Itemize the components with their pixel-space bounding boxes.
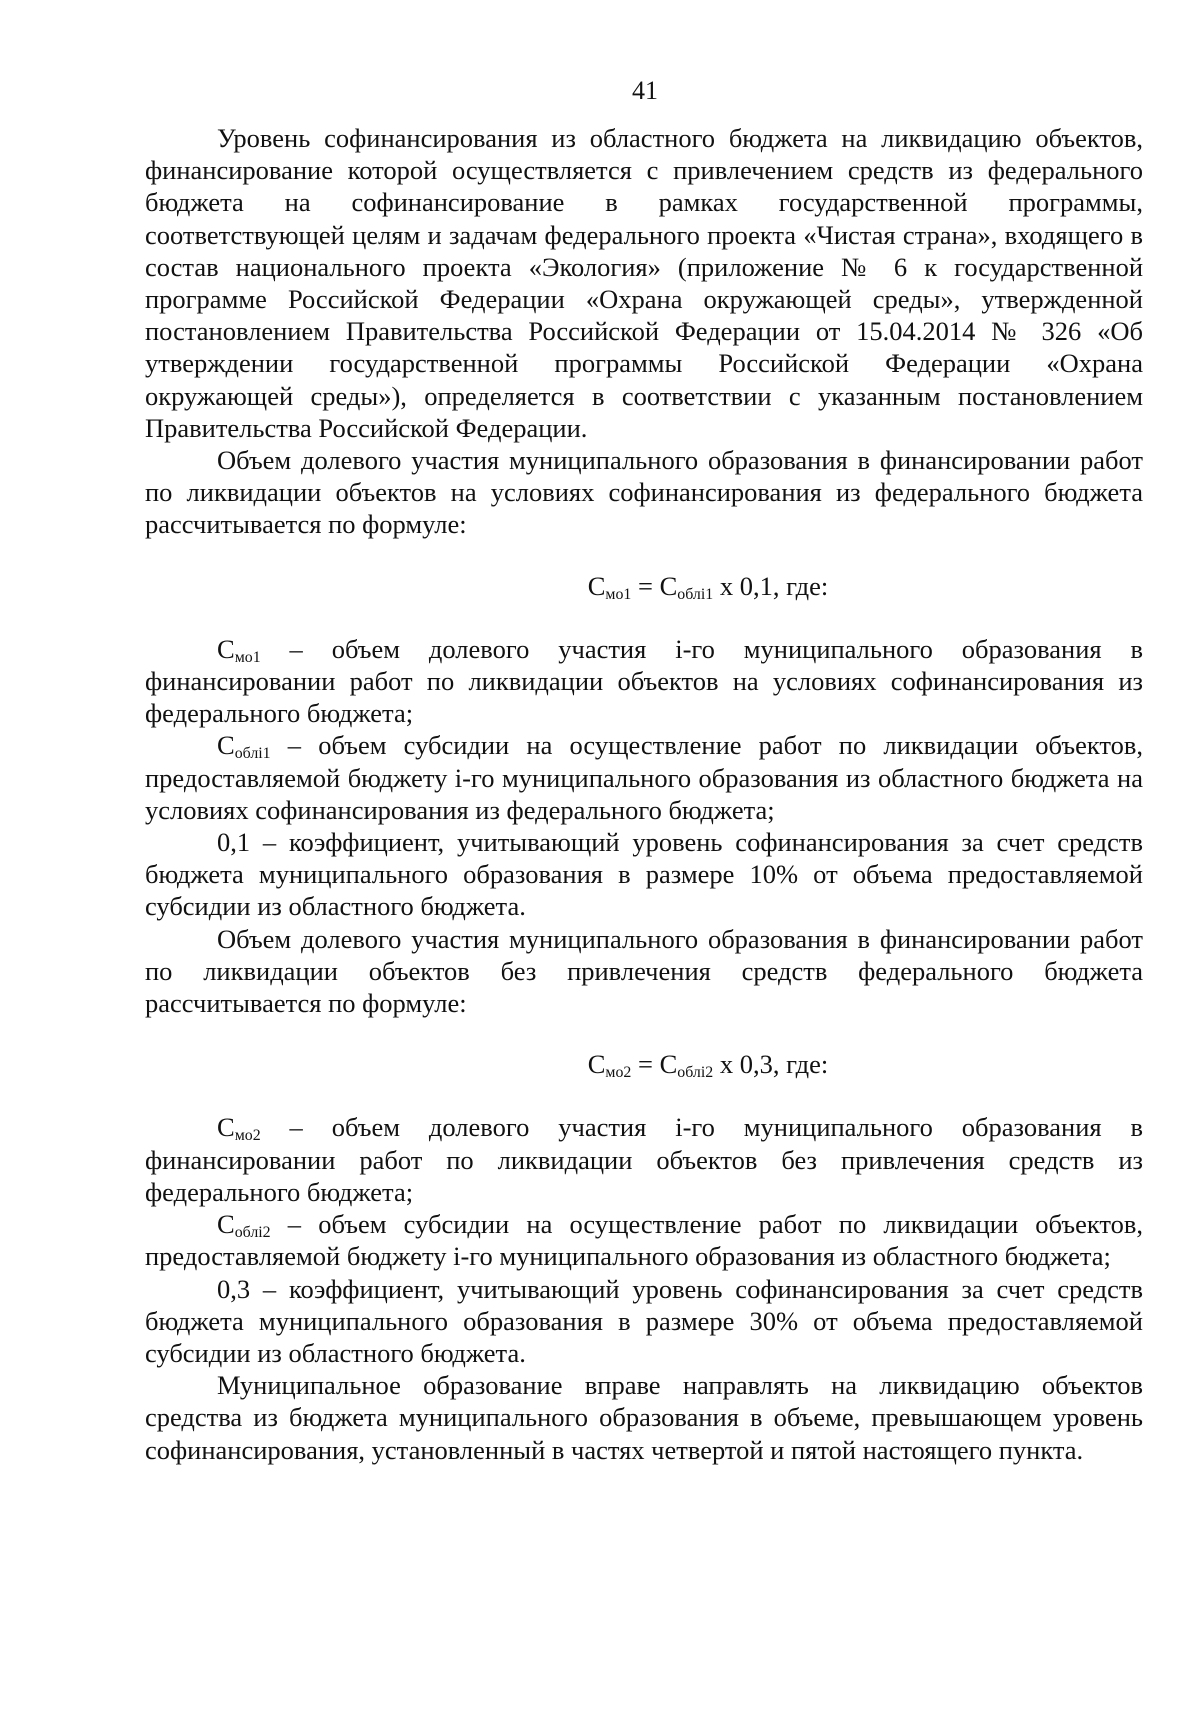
formula-1-rhs-base: С [659,570,678,601]
definition-coefficient-0-3: 0,3 – коэффициент, учитывающий уровень софинансирования за счет средств бюджета муниципального образования в размере 30% от объема предоставляемой субсидии из областного бюджета. [145,1273,1143,1368]
definition-cmo1-term-sub: мо1 [234,648,261,666]
formula-2-equals: = [631,1049,660,1080]
formula-2-rhs-sub: облi2 [677,1064,714,1082]
document-body [145,122,1143,1466]
paragraph-cofinancing-level: Уровень софинансирования из областного бюджета на ликвидацию объектов, финансирование которой осуществляется с привлечением средств из федерального бюджета на софинансирование в рамках государственной программы, соответствующей целям и задачам федерального проекта «Чистая страна», входящего в состав национального проекта «Экология» (приложение № 6 к государственной программе Российской Федерации «Охрана окружающей среды», утвержденной постановлением Правительства Российской Федерации от 15.04.2014 № 326 «Об утверждении государственной программы Российской Федерации «Охрана окружающей среды»), определяется в соответствии с указанным постановлением Правительства Российской Федерации. [145,123,1143,443]
formula-2-lhs-base: С [587,1049,606,1080]
formula-1-tail: х 0,1, где: [713,570,829,601]
formula-2-rhs-base: С [659,1049,678,1080]
definition-cmo2 [145,1111,1143,1208]
formula-1-rhs-sub: облi1 [677,585,714,603]
definition-cmo1-text: – объем долевого участия i-го муниципального образования в финансировании работ по ликвидации объектов на условиях софинансирования из федерального бюджета; [145,633,1143,729]
definition-cobli1-term-base: С [217,730,235,761]
formula-1 [145,570,1143,602]
formula-1-lhs-base: С [587,570,606,601]
definition-cmo1-term-base: С [217,633,235,664]
formula-2-tail: х 0,3, где: [713,1049,829,1080]
formula-1-lhs-sub: мо1 [605,585,632,603]
definition-cobli2 [145,1208,1143,1272]
formula-1-equals: = [631,570,660,601]
definition-cmo2-term-sub: мо2 [234,1127,261,1145]
paragraph-share-formula-intro-1: Объем долевого участия муниципального образования в финансировании работ по ликвидации объектов на условиях софинансирования из федерального бюджета рассчитывается по формуле: [145,445,1143,540]
definition-cobli1-text: – объем субсидии на осуществление работ по ликвидации объектов, предоставляемой бюджету i-го муниципального образования из областного бюджета на условиях софинансирования из федерального бюджета; [145,730,1143,825]
definition-cobli2-term-sub: облi2 [234,1224,271,1242]
paragraph-share-formula-intro-2: Объем долевого участия муниципального образования в финансировании работ по ликвидации объектов без привлечения средств федерального бюджета рассчитывается по формуле: [145,923,1143,1019]
paragraph-excess-funding: Муниципальное образование вправе направлять на ликвидацию объектов средства из бюджета муниципального образования в объеме, превышающем уровень софинансирования, установленный в частях четвертой и пятой настоящего пункта. [145,1370,1143,1465]
definition-cmo2-text: – объем долевого участия i-го муниципального образования в финансировании работ по ликвидации объектов без привлечения средств из федерального бюджета; [145,1112,1143,1207]
formula-2-lhs-sub: мо2 [605,1064,632,1082]
definition-cmo1 [145,633,1143,730]
definition-coefficient-0-1: 0,1 – коэффициент, учитывающий уровень софинансирования за счет средств бюджета муниципального образования в размере 10% от объема предоставляемой субсидии из областного бюджета. [145,827,1143,922]
definition-cobli1 [145,729,1143,826]
definition-cobli2-term-base: С [217,1209,235,1240]
formula-2 [145,1048,1143,1080]
definition-cobli2-text: – объем субсидии на осуществление работ по ликвидации объектов, предоставляемой бюджету i-го муниципального образования из областного бюджета; [145,1209,1143,1272]
definition-cmo2-term-base: С [217,1112,235,1143]
definition-cobli1-term-sub: облi1 [234,745,271,763]
page-number: 41 [632,76,658,105]
